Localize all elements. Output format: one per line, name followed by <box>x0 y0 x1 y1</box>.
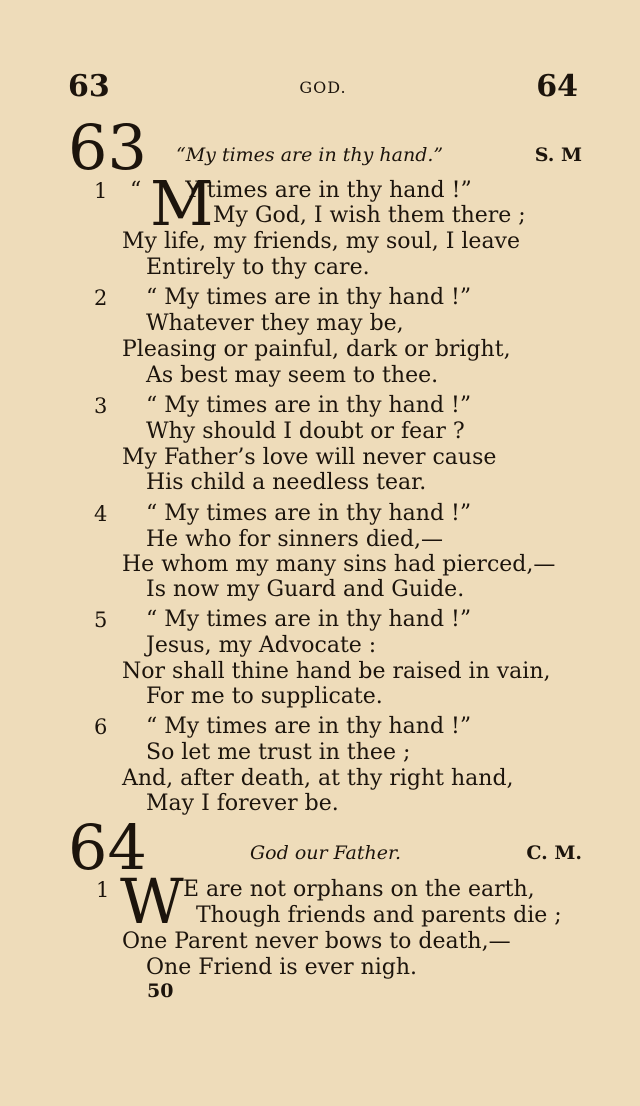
hymn-meter: C. M. <box>526 842 582 864</box>
hymn-63-heading <box>68 111 582 184</box>
verse-line-text <box>130 178 472 204</box>
verse-line: My Father’s love will never cause <box>122 445 497 470</box>
verse-line: Though friends and parents die ; <box>196 903 562 928</box>
verse-number: 6 <box>94 715 108 739</box>
hymn-meter: S. M <box>534 144 582 166</box>
verse-line: “ My times are in thy hand !” <box>146 607 472 632</box>
verse-line: Nor shall thine hand be raised in vain, <box>122 659 551 684</box>
verse-line: And, after death, at thy right hand, <box>122 766 514 791</box>
verse-line: Why should I doubt or fear ? <box>146 419 465 444</box>
verse-line: My life, my friends, my soul, I leave <box>122 229 521 254</box>
verse-line: “ My times are in thy hand !” <box>146 501 472 526</box>
hymn-number: 64 <box>68 811 147 884</box>
hymn-title: “My times are in thy hand.” <box>176 144 444 166</box>
header-left-number: 63 <box>68 69 110 104</box>
drop-cap: M <box>150 167 214 240</box>
open-quote: “ <box>130 178 142 203</box>
verse-line-rest: Y times are in thy hand !” <box>185 178 472 203</box>
verse-line: His child a needless tear. <box>146 470 427 495</box>
page-number: 50 <box>147 980 174 1002</box>
verse-line: As best may seem to thee. <box>146 363 439 388</box>
verse-line: E are not orphans on the earth, <box>183 877 535 902</box>
running-header <box>68 70 578 104</box>
verse-line: One Friend is ever nigh. <box>146 955 418 980</box>
verse-line: One Parent never bows to death,— <box>122 929 511 954</box>
verse-number: 4 <box>94 502 108 526</box>
verse-line: Is now my Guard and Guide. <box>146 577 465 602</box>
verse-line: Jesus, my Advocate : <box>146 633 377 658</box>
verse-number: 2 <box>94 286 108 310</box>
verse-line: So let me trust in thee ; <box>146 740 411 765</box>
verse-line: Whatever they may be, <box>146 311 404 336</box>
verse-line <box>130 178 472 204</box>
verse-number: 5 <box>94 608 108 632</box>
verse-number: 1 <box>96 878 110 902</box>
verse-number: 1 <box>94 179 108 203</box>
verse-line: He who for sinners died,— <box>146 527 444 552</box>
verse-line: He whom my many sins had pierced,— <box>122 552 556 577</box>
verse-line: Entirely to thy care. <box>146 255 370 280</box>
verse-number: 3 <box>94 394 108 418</box>
verse-line: My God, I wish them there ; <box>213 203 526 228</box>
verse-line: “ My times are in thy hand !” <box>146 285 472 310</box>
verse-line: May I forever be. <box>146 791 339 816</box>
drop-cap: W <box>120 865 184 938</box>
verse-line: Pleasing or painful, dark or bright, <box>122 337 511 362</box>
header-title: GOD. <box>299 78 347 97</box>
verse-line: “ My times are in thy hand !” <box>146 393 472 418</box>
verse-line: “ My times are in thy hand !” <box>146 714 472 739</box>
verse-line: For me to supplicate. <box>146 684 383 709</box>
header-right-number: 64 <box>536 69 578 104</box>
hymn-title: God our Father. <box>250 842 401 864</box>
hymn-number: 63 <box>68 111 147 184</box>
